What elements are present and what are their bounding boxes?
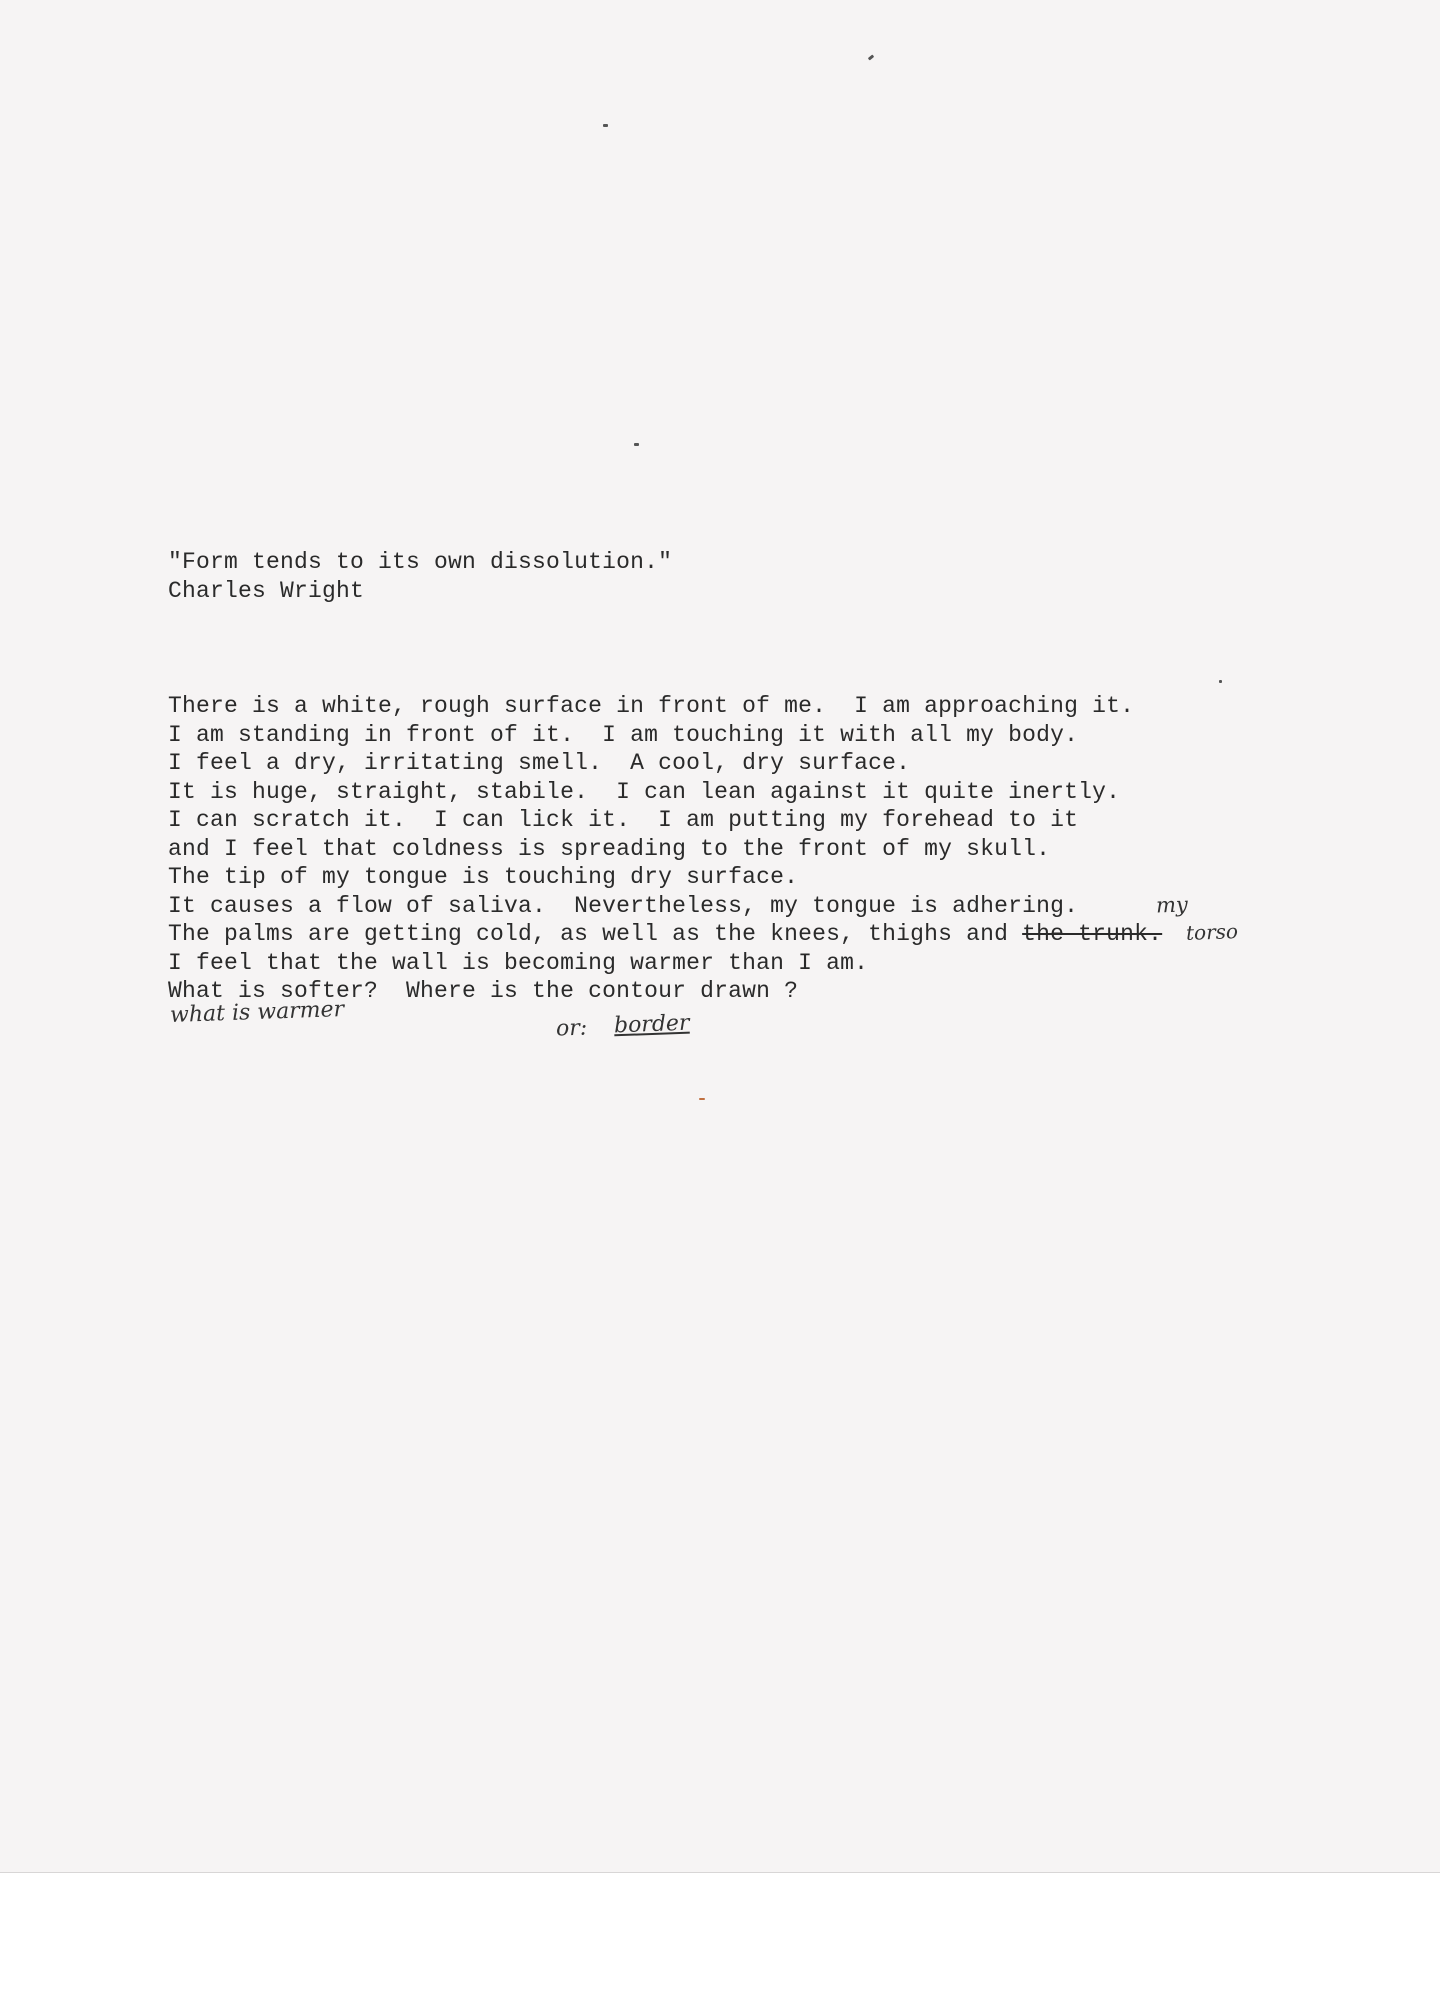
body-line-3: I feel a dry, irritating smell. A cool, dry surface. [168, 750, 911, 776]
struck-text: the trunk. [1022, 921, 1163, 947]
body-line-8: It causes a flow of saliva. Nevertheless, my tongue is adhering. [168, 892, 1079, 919]
typed-body [168, 692, 1162, 1006]
body-line-4: It is huge, straight, stabile. I can lean against it quite inertly. [168, 778, 1121, 805]
epigraph-quote: "Form tends to its own dissolution." [168, 549, 673, 575]
ink-mark [868, 54, 875, 60]
body-line-9: The palms are getting cold, as well as the knees, thighs and [168, 921, 1023, 947]
handwritten-my: my [1155, 892, 1189, 918]
ink-mark [1219, 680, 1222, 683]
body-line-5: I can scratch it. I can lick it. I am putting my forehead to it [168, 807, 1079, 833]
body-line-6: and I feel that coldness is spreading to the front of my skull. [168, 835, 1051, 862]
ink-mark [634, 443, 639, 446]
handwritten-what-is-warmer: what is warmer [169, 996, 345, 1029]
handwritten-or: or: [555, 1015, 588, 1042]
body-line-1: There is a white, rough surface in front of me. I am approaching it. [168, 693, 1135, 719]
body-line-2: I am standing in front of it. I am touching it with all my body. [168, 721, 1079, 748]
body-line-10: I feel that the wall is becoming warmer than I am. [168, 949, 869, 976]
body-line-7: The tip of my tongue is touching dry surface. [168, 864, 799, 890]
epigraph-author: Charles Wright [168, 578, 365, 604]
handwritten-torso: torso [1185, 919, 1239, 945]
handwritten-border: border [613, 1010, 690, 1039]
ink-mark [603, 124, 608, 127]
body-line-11: What is softer? Where is the contour drawn ? [168, 978, 799, 1004]
ink-mark [699, 1098, 705, 1100]
epigraph [168, 548, 672, 606]
